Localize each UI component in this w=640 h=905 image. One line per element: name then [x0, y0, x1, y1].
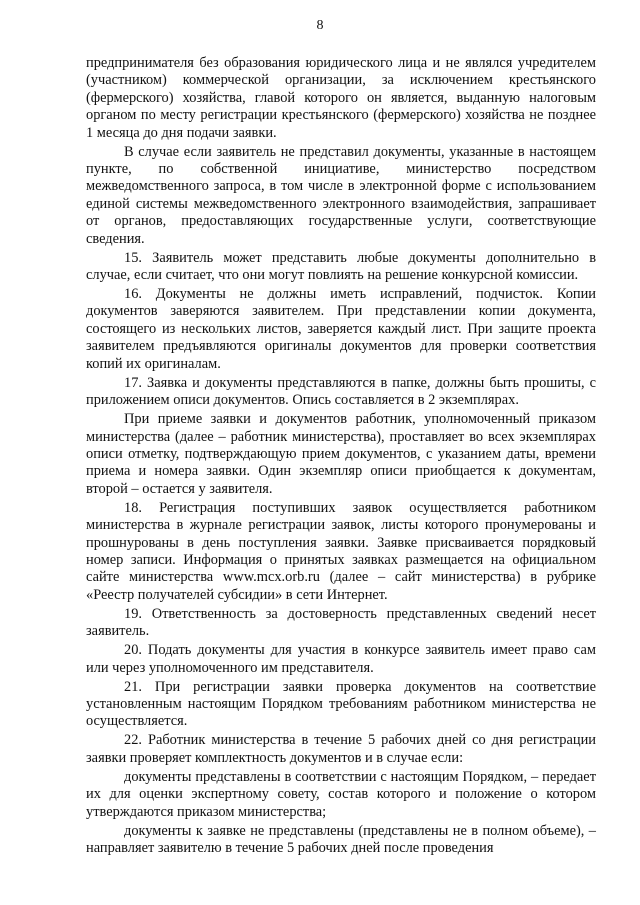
paragraph: 19. Ответственность за достоверность представленных сведений несет заявитель. [86, 605, 596, 640]
paragraph: 21. При регистрации заявки проверка документов на соответствие установленным настоящим Порядком требованиям работником министерства не осуществляется. [86, 678, 596, 730]
paragraph: 17. Заявка и документы представляются в папке, должны быть прошиты, с приложением описи документов. Опись составляется в 2 экземплярах. [86, 374, 596, 409]
document-body [86, 55, 596, 859]
paragraph: предпринимателя без образования юридического лица и не являлся учредителем (участником) коммерческой организации, за исключением крестьянского (фермерского) хозяйства, главой которого он является, выданную налоговым органом по месту регистрации крестьянского (фермерского) хозяйства не позднее 1 месяца до дня подачи заявки. [86, 55, 596, 141]
paragraph: документы к заявке не представлены (представлены не в полном объеме), – направляет заявителю в течение 5 рабочих дней после проведения [86, 822, 596, 856]
paragraph: При приеме заявки и документов работник, уполномоченный приказом министерства (далее – работник министерства), проставляет во всех экземплярах описи отметку, подтверждающую прием документов, с указанием даты, времени приема и номера заявки. Один экземпляр описи приобщается к документам, второй – остается у заявителя. [86, 411, 596, 497]
paragraph: В случае если заявитель не представил документы, указанные в настоящем пункте, по собственной инициативе, министерство посредством межведомственного запроса, в том числе в электронной форме с использованием единой системы межведомственного электронного взаимодействия, запрашивает от органов, предоставляющих государственные услуги, соответствующие сведения. [86, 143, 596, 247]
paragraph: 22. Работник министерства в течение 5 рабочих дней со дня регистрации заявки проверяет комплектность документов и в случае если: [86, 732, 596, 766]
paragraph: 15. Заявитель может представить любые документы дополнительно в случае, если считает, что они могут повлиять на решение конкурсной комиссии. [86, 249, 596, 284]
paragraph: 20. Подать документы для участия в конкурсе заявитель имеет право сам или через уполномоченного им представителя. [86, 642, 596, 676]
paragraph: 18. Регистрация поступивших заявок осуществляется работником министерства в журнале регистрации заявок, листы которого пронумерованы и прошнурованы в день поступления заявки. Заявке присваивается порядковый номер записи. Информация о принятых заявках размещается на официальном сайте министерства www.mcx.orb.ru (далее – сайт министерства) в рубрике «Реестр получателей субсидии» в сети Интернет. [86, 499, 596, 603]
paragraph: документы представлены в соответствии с настоящим Порядком, – передает их для оценки экспертному совету, состав которого и положение о котором утверждаются приказом министерства; [86, 768, 596, 820]
page-number: 8 [316, 18, 324, 33]
paragraph: 16. Документы не должны иметь исправлений, подчисток. Копии документов заверяются заявителем. При представлении копии документа, состоящего из нескольких листов, заверяется каждый лист. При защите проекта заявителем предъявляются оригиналы документов для проверки соответствия копий их оригиналам. [86, 286, 596, 372]
